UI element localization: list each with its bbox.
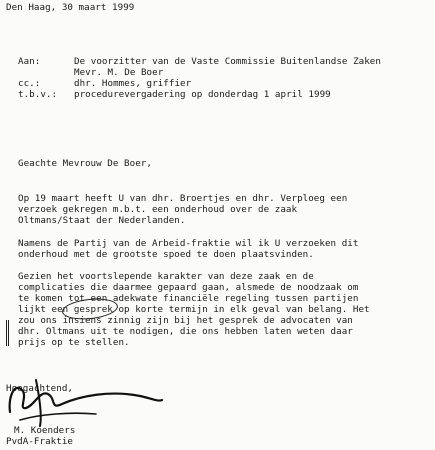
body-line: Op 19 maart heeft U van dhr. Broertjes en dhr. Verploeg een (18, 193, 348, 204)
body-line: prijs op te stellen. (18, 337, 130, 348)
body-line: verzoek gekregen m.b.t. een onderhoud over de zaak (18, 204, 298, 215)
aan-line-2: Mevr. M. De Boer (74, 67, 164, 78)
body-line: complicaties die daarmee gepaard gaan, alsmede de noodzaak om (18, 282, 359, 293)
body-line: lijkt een gesprek op korte termijn in elk geval van belang. Het (18, 304, 370, 315)
tbv-label: t.b.v.: (18, 89, 58, 100)
signer-party: PvdA-Fraktie (6, 436, 73, 447)
closing-greeting: Hoogachtend, (6, 383, 73, 394)
margin-mark (6, 320, 9, 346)
cc-value: dhr. Hommes, griffier (74, 78, 192, 89)
signature (0, 360, 170, 430)
aan-label: Aan: (18, 56, 41, 67)
body-line: dhr. Oltmans uit te nodigen, die ons hebben laten weten daar (18, 326, 353, 337)
body-line: onderhoud met de grootste spoed te doen plaatsvinden. (18, 249, 314, 260)
body-line: Oltmans/Staat der Nederlanden. (18, 215, 186, 226)
body-line: Gezien het voortslepende karakter van deze zaak en de (18, 271, 314, 282)
aan-line-1: De voorzitter van de Vaste Commissie Buitenlandse Zaken (74, 56, 381, 67)
cc-label: cc.: (18, 78, 41, 89)
tbv-value: procedurevergadering op donderdag 1 april 1999 (74, 89, 331, 100)
body-line: Namens de Partij van de Arbeid-fraktie wil ik U verzoeken dit (18, 238, 359, 249)
salutation: Geachte Mevrouw De Boer, (18, 158, 152, 169)
signer-name: M. Koenders (14, 425, 76, 436)
date-line: Den Haag, 30 maart 1999 (6, 2, 135, 13)
body-line: zou ons insiens zinnig zijn bij het gesprek de advocaten van (18, 315, 353, 326)
body-line: te komen tot een adekwate financiële regeling tussen partijen (18, 293, 359, 304)
